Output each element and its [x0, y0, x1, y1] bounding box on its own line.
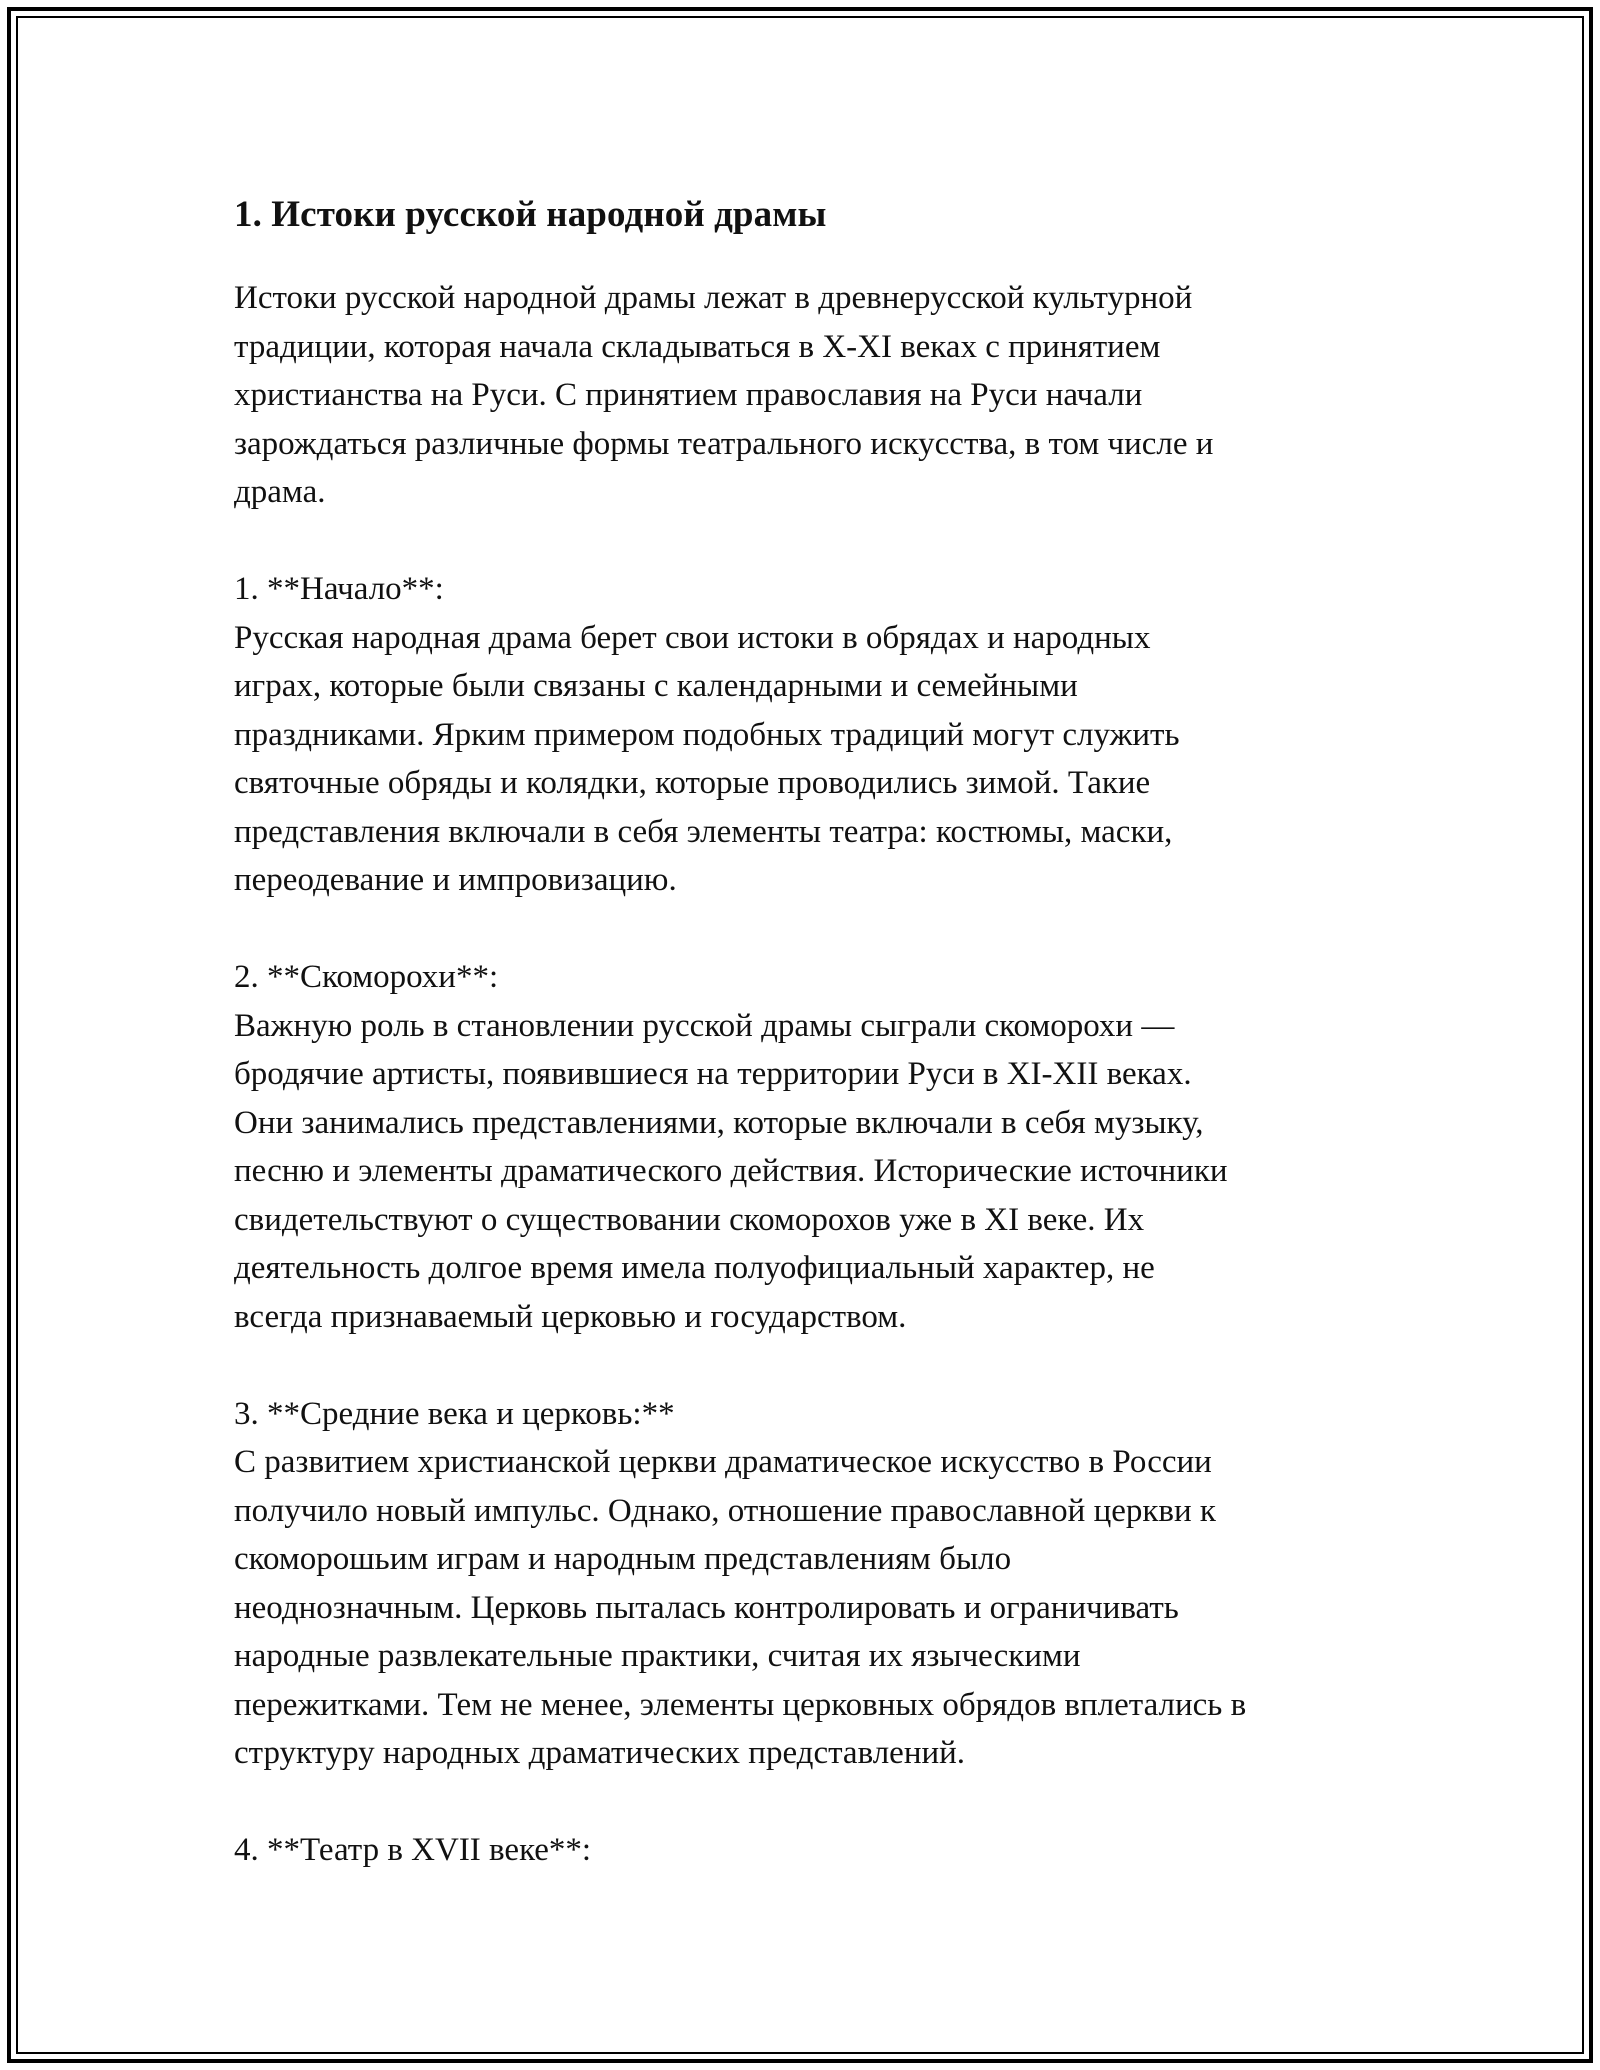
- section-heading: 2. **Скоморохи**:: [234, 959, 499, 995]
- section-heading: 4. **Театр в XVII веке**:: [234, 1832, 592, 1868]
- intro-paragraph: Истоки русской народной драмы лежат в древнерусской культурной традиции, которая начала складываться в X-XI веках с принятием христианства на Руси. С принятием православия на Руси начали зарождаться различные формы театрального искусства, в том числе и драма.: [234, 280, 1214, 510]
- section-2: [234, 953, 1384, 1341]
- section-heading: 1. **Начало**:: [234, 571, 444, 607]
- paragraph-gap: [234, 1341, 1384, 1390]
- document-page: [234, 188, 1384, 1875]
- section-3: [234, 1390, 1384, 1778]
- section-body: С развитием христианской церкви драматическое искусство в России получило новый импульс. Однако, отношение православной церкви к скоморошьим играм и народным представлениям было неоднозначным. Церковь пыталась контролировать и ограничивать народные развлекательные практики, считая их языческими пережитками. Тем не менее, элементы церковных обрядов вплетались в структуру народных драматических представлений.: [234, 1444, 1247, 1771]
- section-4: [234, 1826, 1384, 1875]
- section-body: Важную роль в становлении русской драмы сыграли скоморохи — бродячие артисты, появившиеся на территории Руси в XI-XII веках. Они занимались представлениями, которые включали в себя музыку, песню и элементы драматического действия. Исторические источники свидетельствуют о существовании скоморохов уже в XI веке. Их деятельность долгое время имела полуофициальный характер, не всегда признаваемый церковью и государством.: [234, 1007, 1228, 1335]
- section-heading: 3. **Средние века и церковь:**: [234, 1395, 675, 1432]
- paragraph-gap: [234, 905, 1384, 954]
- section-body: Русская народная драма берет свои истоки в обрядах и народных играх, которые были связаны с календарными и семейными праздниками. Ярким примером подобных традиций могут служить святочные обряды и колядки, которые проводились зимой. Такие представления включали в себя элементы театра: костюмы, маски, переодевание и импровизацию.: [234, 619, 1180, 898]
- document-title: 1. Истоки русской народной драмы: [234, 194, 827, 235]
- paragraph-gap: [234, 1778, 1384, 1827]
- section-1: [234, 565, 1384, 905]
- paragraph-gap: [234, 517, 1384, 566]
